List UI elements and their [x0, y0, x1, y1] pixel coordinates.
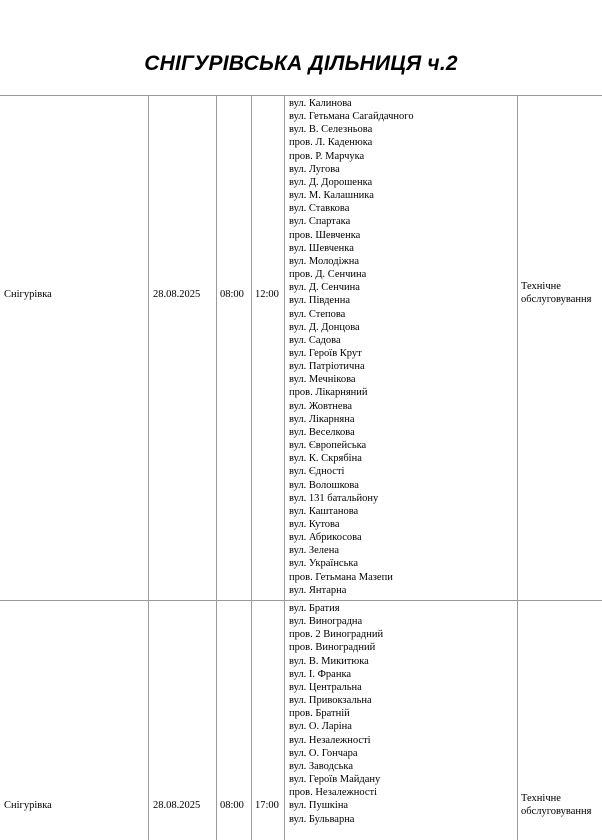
street-list	[289, 97, 414, 597]
table-row	[0, 95, 602, 600]
column-divider	[216, 95, 217, 600]
column-divider	[517, 95, 518, 600]
street-item: вул. Янтарна	[289, 584, 347, 596]
street-item: пров. Лікарняний	[289, 387, 368, 399]
street-item: вул. Мечнікова	[289, 374, 356, 386]
reason-cell-line1: Технічне	[521, 793, 561, 804]
street-item: вул. Лікарняна	[289, 413, 355, 425]
locality-cell: Снігурівка	[4, 289, 52, 300]
reason-cell-line2: обслуговування	[521, 294, 592, 305]
street-item: вул. Д. Донцова	[289, 321, 360, 333]
street-item: вул. 131 батальйону	[289, 492, 379, 504]
street-item: вул. Ставкова	[289, 203, 350, 215]
street-item: вул. О. Ларіна	[289, 721, 352, 733]
street-item: вул. Виноградна	[289, 616, 363, 628]
street-item: вул. Південна	[289, 295, 350, 307]
time-end-cell: 12:00	[255, 289, 279, 300]
reason-cell-line1: Технічне	[521, 281, 561, 292]
street-item: вул. Українська	[289, 558, 358, 570]
time-end-cell: 17:00	[255, 800, 279, 811]
street-item: пров. Братній	[289, 708, 350, 720]
street-item: вул. Бульварна	[289, 813, 355, 825]
locality-cell: Снігурівка	[4, 800, 52, 811]
page-title: СНІГУРІВСЬКА ДІЛЬНИЦЯ ч.2	[144, 52, 458, 75]
street-item: вул. Каштанова	[289, 505, 359, 517]
street-item: пров. 2 Виноградний	[289, 629, 384, 641]
date-cell: 28.08.2025	[153, 289, 201, 300]
street-item: вул. Героїв Майдану	[289, 774, 381, 786]
column-divider	[216, 600, 217, 840]
street-item: вул. Степова	[289, 308, 346, 320]
street-item: пров. Шевченка	[289, 229, 361, 241]
street-item: вул. Європейська	[289, 440, 367, 452]
street-item: вул. Героїв Крут	[289, 347, 362, 359]
street-item: вул. Центральна	[289, 681, 362, 693]
row-divider	[0, 600, 602, 601]
street-item: вул. Д. Дорошенка	[289, 176, 373, 188]
street-item: вул. Кутова	[289, 519, 340, 530]
street-item: пров. Р. Марчука	[289, 150, 365, 162]
street-item: вул. Незалежності	[289, 734, 371, 746]
street-item: вул. Спартака	[289, 216, 351, 228]
time-start-cell: 08:00	[220, 289, 244, 300]
street-item: вул. І. Франка	[289, 668, 352, 680]
column-divider	[517, 600, 518, 840]
street-item: вул. Гетьмана Сагайдачного	[289, 111, 414, 123]
street-item: пров. Виноградний	[289, 642, 376, 654]
street-item: вул. О. Гончара	[289, 747, 358, 759]
street-item: вул. Привокзальна	[289, 695, 372, 707]
street-item: вул. Волошкова	[289, 479, 359, 491]
column-divider	[251, 600, 252, 840]
street-item: вул. Братия	[289, 603, 340, 614]
street-item: пров. Л. Каденюка	[289, 137, 373, 149]
reason-cell-line2: обслуговування	[521, 806, 592, 817]
date-cell: 28.08.2025	[153, 800, 201, 811]
column-divider	[148, 95, 149, 600]
street-item: вул. К. Скрябіна	[289, 453, 362, 465]
street-item: вул. Садова	[289, 334, 341, 346]
street-item: вул. Пушкіна	[289, 800, 349, 812]
street-item: вул. В. Микитюка	[289, 655, 369, 667]
street-item: вул. Абрикосова	[289, 532, 362, 544]
street-item: вул. Шевченка	[289, 242, 354, 254]
street-item: вул. Д. Сенчина	[289, 282, 360, 294]
street-item: вул. Лугова	[289, 163, 340, 175]
street-item: вул. Веселкова	[289, 426, 355, 438]
street-item: вул. Калинова	[289, 98, 352, 109]
column-divider	[148, 600, 149, 840]
street-item: пров. Незалежності	[289, 787, 378, 799]
column-divider	[251, 95, 252, 600]
street-item: вул. Патріотична	[289, 361, 365, 373]
street-item: вул. Заводська	[289, 760, 354, 772]
street-item: вул. Молодіжна	[289, 255, 360, 267]
row-divider	[0, 95, 602, 96]
street-item: вул. Зелена	[289, 545, 339, 557]
table-row	[0, 600, 602, 840]
street-item: вул. В. Селезньова	[289, 124, 373, 136]
street-item: вул. М. Калашника	[289, 190, 374, 202]
street-item: пров. Гетьмана Мазепи	[289, 571, 393, 583]
time-start-cell: 08:00	[220, 800, 244, 811]
column-divider	[284, 95, 285, 600]
street-item: вул. Жовтнева	[289, 400, 353, 412]
street-item: пров. Д. Сенчина	[289, 269, 367, 281]
street-item: вул. Єдності	[289, 466, 345, 478]
column-divider	[284, 600, 285, 840]
street-list	[289, 602, 383, 826]
